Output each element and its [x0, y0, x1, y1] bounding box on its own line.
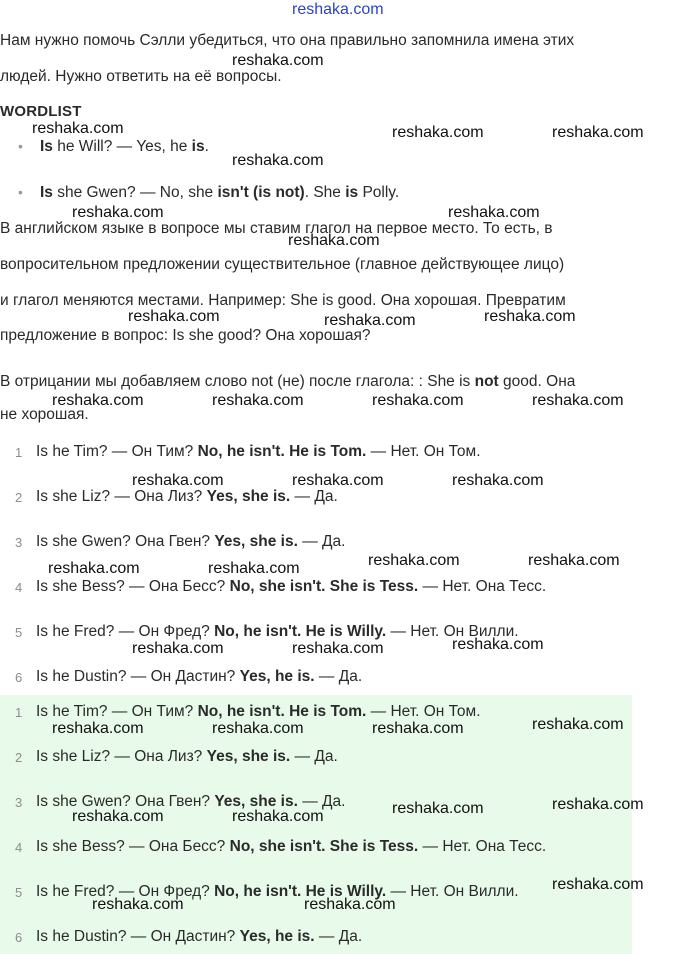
watermark: reshaka.com — [132, 640, 224, 657]
item-number: 1 — [15, 445, 23, 460]
item-text: Is he Fred? — Он Фред? No, he isn't. He is Willy. — Нет. Он Вилли. — [36, 883, 519, 900]
watermark: reshaka.com — [132, 472, 224, 489]
bullet-text: Is he Will? — Yes, he is. — [40, 138, 209, 155]
watermark: reshaka.com — [232, 52, 324, 69]
watermark: reshaka.com — [368, 552, 460, 569]
watermark: reshaka.com — [208, 560, 300, 577]
watermark: reshaka.com — [452, 472, 544, 489]
watermark: reshaka.com — [484, 308, 576, 325]
watermark: reshaka.com — [324, 312, 416, 329]
watermark: reshaka.com — [212, 392, 304, 409]
item-number: 2 — [15, 490, 23, 505]
item-text: Is he Dustin? — Он Дастин? Yes, he is. — Да. — [36, 928, 363, 945]
item-number: 3 — [15, 535, 23, 550]
item-number: 5 — [15, 625, 23, 640]
watermark: reshaka.com — [232, 808, 324, 825]
item-number: 3 — [15, 795, 23, 810]
watermark: reshaka.com — [128, 308, 220, 325]
watermark: reshaka.com — [304, 896, 396, 913]
explanation-line-2: вопросительном предложении существительное (главное действующее лицо) — [0, 256, 565, 273]
watermark: reshaka.com — [552, 796, 644, 813]
item-text: Is he Tim? — Он Тим? No, he isn't. He is Tom. — Нет. Он Том. — [36, 443, 481, 460]
item-number: 4 — [15, 580, 23, 595]
explanation-line-4: предложение в вопрос: Is she good? Она хорошая? — [0, 327, 371, 344]
negation-line-2: не хорошая. — [0, 406, 89, 423]
item-text: Is he Tim? — Он Тим? No, he isn't. He is Tom. — Нет. Он Том. — [36, 703, 481, 720]
intro-line-2: людей. Нужно ответить на её вопросы. — [0, 68, 282, 85]
item-text: Is she Gwen? Она Гвен? Yes, she is. — Да. — [36, 793, 346, 810]
item-number: 6 — [15, 930, 23, 945]
item-text: Is she Bess? — Она Бесс? No, she isn't. She is Tess. — Нет. Она Тесс. — [36, 838, 547, 855]
item-number: 4 — [15, 840, 23, 855]
watermark: reshaka.com — [532, 716, 624, 733]
watermark: reshaka.com — [212, 720, 304, 737]
item-text: Is he Fred? — Он Фред? No, he isn't. He is Willy. — Нет. Он Вилли. — [36, 623, 519, 640]
item-text: Is she Liz? — Она Лиз? Yes, she is. — Да. — [36, 748, 338, 765]
item-number: 6 — [15, 670, 23, 685]
watermark: reshaka.com — [372, 392, 464, 409]
item-text: Is he Dustin? — Он Дастин? Yes, he is. — Да. — [36, 668, 363, 685]
watermark: reshaka.com — [72, 808, 164, 825]
bullet-dot: • — [18, 138, 23, 154]
watermark: reshaka.com — [52, 720, 144, 737]
watermark: reshaka.com — [72, 204, 164, 221]
explanation-line-1: В английском языке в вопросе мы ставим глагол на первое место. То есть, в — [0, 220, 553, 237]
item-text: Is she Liz? — Она Лиз? Yes, she is. — Да. — [36, 488, 338, 505]
watermark: reshaka.com — [292, 640, 384, 657]
watermark: reshaka.com — [552, 876, 644, 893]
top-watermark: reshaka.com — [292, 1, 384, 18]
watermark: reshaka.com — [32, 120, 124, 137]
bullet-text: Is she Gwen? — No, she isn't (is not). She is Polly. — [40, 184, 400, 201]
watermark: reshaka.com — [552, 124, 644, 141]
watermark: reshaka.com — [372, 720, 464, 737]
watermark: reshaka.com — [532, 392, 624, 409]
watermark: reshaka.com — [48, 560, 140, 577]
watermark: reshaka.com — [92, 896, 184, 913]
watermark: reshaka.com — [288, 232, 380, 249]
explanation-line-3: и глагол меняются местами. Например: She is good. Она хорошая. Превратим — [0, 292, 566, 309]
negation-line-1: В отрицании мы добавляем слово not (не) после глагола: : She is not good. Она — [0, 373, 576, 390]
watermark: reshaka.com — [392, 800, 484, 817]
watermark: reshaka.com — [292, 472, 384, 489]
item-number: 2 — [15, 750, 23, 765]
intro-line-1: Нам нужно помочь Сэлли убедиться, что она правильно запомнила имена этих — [0, 32, 575, 49]
watermark: reshaka.com — [448, 204, 540, 221]
item-number: 1 — [15, 705, 23, 720]
item-text: Is she Bess? — Она Бесс? No, she isn't. She is Tess. — Нет. Она Тесс. — [36, 578, 547, 595]
bullet-dot: • — [18, 184, 23, 200]
watermark: reshaka.com — [528, 552, 620, 569]
watermark: reshaka.com — [52, 392, 144, 409]
item-number: 5 — [15, 885, 23, 900]
watermark: reshaka.com — [392, 124, 484, 141]
watermark: reshaka.com — [232, 152, 324, 169]
item-text: Is she Gwen? Она Гвен? Yes, she is. — Да. — [36, 533, 346, 550]
watermark: reshaka.com — [452, 636, 544, 653]
wordlist-heading: WORDLIST — [0, 103, 82, 120]
